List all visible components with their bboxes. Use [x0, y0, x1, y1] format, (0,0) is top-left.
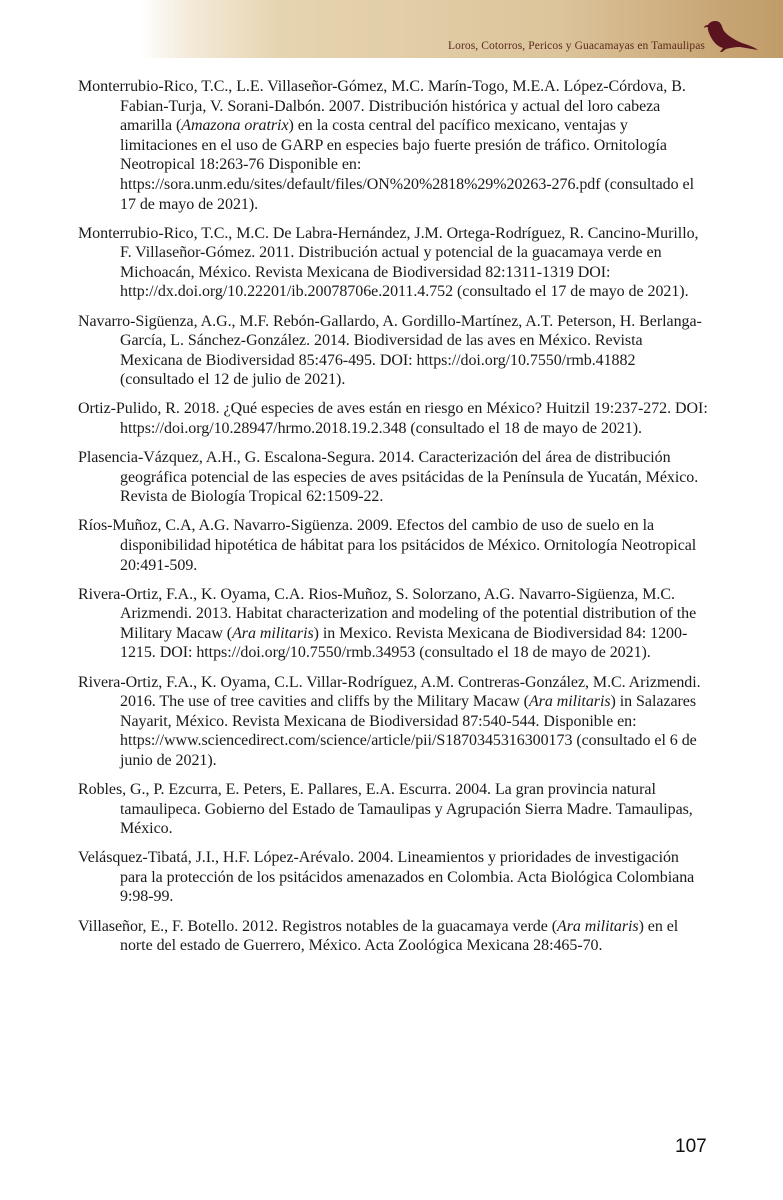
reference-entry — [78, 77, 708, 214]
reference-text: Villaseñor, E., F. Botello. 2012. Registros notables de la guacamaya verde ( — [78, 917, 557, 935]
reference-entry — [78, 224, 708, 302]
page-number: 107 — [675, 1136, 707, 1157]
species-name: Ara militaris — [528, 693, 611, 711]
reference-text: ) en la costa central del pacífico mexicano, ventajas y limitaciones en el uso de GARP en especies bajo fuerte presión de tráfico. Ornitología Neotropical 18:263-76 Disponible en: https://sora.unm.edu/sites/default/files/ON%20%2818%29%20263-276.pdf (consultado el 17 de mayo de 2021). — [120, 117, 694, 213]
reference-text: ) en el norte del estado de Guerrero, México. Acta Zoológica Mexicana 28:465-70. — [120, 917, 679, 955]
reference-entry — [78, 448, 708, 507]
parrot-silhouette-icon — [702, 19, 758, 53]
reference-text: Ortiz-Pulido, R. 2018. ¿Qué especies de aves están en riesgo en México? Huitzil 19:237-272. DOI: https://doi.org/10.28947/hrmo.2018.19.2.348 (consultado el 18 de mayo de 2021). — [78, 400, 708, 437]
reference-text: Navarro-Sigüenza, A.G., M.F. Rebón-Gallardo, A. Gordillo-Martínez, A.T. Peterson, H. Berlanga-García, L. Sánchez-González. 2014. Biodiversidad de las aves en México. Revista Mexicana de Biodiversidad 85:476-495. DOI: https://doi.org/10.7550/rmb.41882 (consultado el 12 de julio de 2021). — [78, 312, 702, 389]
reference-text: ) in Mexico. Revista Mexicana de Biodiversidad 84: 1200-1215. DOI: https://doi.org/10.7550/rmb.34953 (consultado el 18 de mayo de 2021). — [120, 624, 688, 662]
reference-entry — [78, 917, 708, 956]
species-name: Ara militaris — [556, 917, 639, 935]
species-name: Ara militaris — [232, 624, 314, 642]
reference-text: Robles, G., P. Ezcurra, E. Peters, E. Pallares, E.A. Escurra. 2004. La gran provincia natural tamaulipeca. Gobierno del Estado de Tamaulipas y Agrupación Sierra Madre. Tamaulipas, México. — [78, 781, 693, 838]
reference-text: ) in Salazares Nayarit, México. Revista Mexicana de Biodiversidad 87:540-544. Disponible en: https://www.sciencedirect.com/science/article/pii/S1870345316300173 (consultado el 6 de junio de 2021). — [120, 693, 697, 769]
reference-text: Plasencia-Vázquez, A.H., G. Escalona-Segura. 2014. Caracterización del área de distribución geográfica potencial de las especies de aves psitácidas de la Península de Yucatán, México. Revista de Biología Tropical 62:1509-22. — [78, 449, 699, 506]
running-header-title: Loros, Cotorros, Pericos y Guacamayas en Tamaulipas — [447, 40, 705, 52]
reference-text: Ríos-Muñoz, C.A, A.G. Navarro-Sigüenza. 2009. Efectos del cambio de uso de suelo en la disponibilidad hipotética de hábitat para los psitácidos de México. Ornitología Neotropical 20:491-509. — [78, 517, 697, 574]
reference-text: Velásquez-Tibatá, J.I., H.F. López-Arévalo. 2004. Lineamientos y prioridades de investigación para la protección de los psitácidos amenazados en Colombia. Acta Biológica Colombiana 9:98-99. — [78, 849, 695, 906]
reference-text: Monterrubio-Rico, T.C., L.E. Villaseñor-Gómez, M.C. Marín-Togo, M.E.A. López-Córdova, B. Fabian-Turja, V. Sorani-Dalbón. 2007. Distribución histórica y actual del loro cabeza amarilla ( — [78, 78, 686, 135]
reference-list — [78, 77, 708, 965]
reference-text: Rivera-Ortiz, F.A., K. Oyama, C.L. Villar-Rodríguez, A.M. Contreras-González, M.C. Arizmendi. 2016. The use of tree cavities and cliffs by the Military Macaw ( — [78, 673, 701, 711]
reference-entry — [78, 399, 708, 438]
reference-entry — [78, 673, 708, 771]
reference-entry — [78, 312, 708, 390]
reference-text: Monterrubio-Rico, T.C., M.C. De Labra-Hernández, J.M. Ortega-Rodríguez, R. Cancino-Murillo, F. Villaseñor-Gómez. 2011. Distribución actual y potencial de la guacamaya verde en Michoacán, México. Revista Mexicana de Biodiversidad 82:1311-1319 DOI: http://dx.doi.org/10.22201/ib.20078706e.2011.4.752 (consultado el 17 de mayo de 2021). — [78, 224, 699, 301]
reference-entry — [78, 780, 708, 839]
reference-entry — [78, 848, 708, 907]
reference-text: Rivera-Ortiz, F.A., K. Oyama, C.A. Rios-Muñoz, S. Solorzano, A.G. Navarro-Sigüenza, M.C. Arizmendi. 2013. Habitat characterization and modeling of the potential distribution of the Military Macaw ( — [78, 585, 697, 642]
reference-entry — [78, 585, 708, 663]
species-name: Amazona oratrix — [181, 117, 289, 135]
reference-entry — [78, 516, 708, 575]
running-header-band — [0, 0, 783, 58]
